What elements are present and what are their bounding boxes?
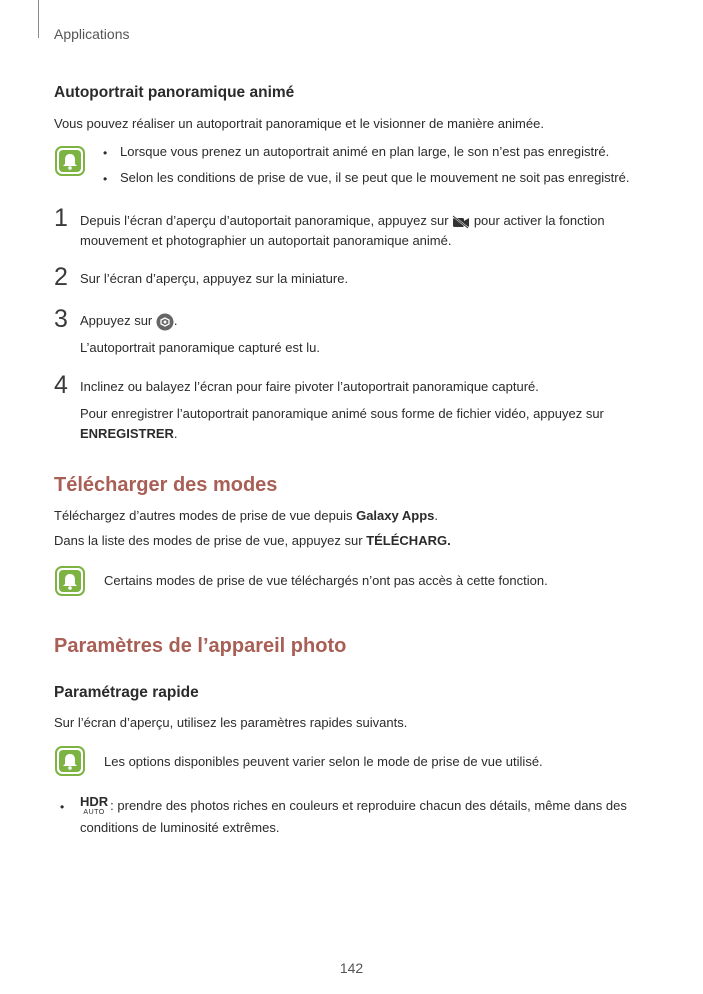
- note-item: Selon les conditions de prise de vue, il se peut que le mouvement ne soit pas enregistré.: [120, 170, 630, 185]
- section-title-parametres: Paramètres de l’appareil photo: [54, 635, 347, 657]
- header-rule: [38, 0, 39, 38]
- paragraph-part: .: [434, 508, 438, 523]
- hdr-icon-top: HDR: [80, 794, 109, 810]
- hdr-item: [80, 796, 627, 817]
- step-text: Sur l’écran d’aperçu, appuyez sur la miniature.: [80, 271, 349, 286]
- step-text-part: pour activer la fonction: [473, 213, 605, 228]
- paragraph: Sur l’écran d’aperçu, utilisez les paramètres rapides suivants.: [54, 715, 408, 730]
- section-title-telecharger: Télécharger des modes: [54, 474, 278, 496]
- step-number: 3: [54, 305, 68, 333]
- step-number: 1: [54, 204, 68, 232]
- bold-term: ENREGISTRER: [80, 426, 174, 441]
- step-text-part: Appuyez sur: [80, 313, 153, 328]
- step-text: Inclinez ou balayez l’écran pour faire pivoter l’autoportrait panoramique capturé.: [80, 379, 539, 394]
- step-text: [80, 424, 178, 444]
- page-number: 142: [339, 960, 364, 976]
- paragraph-part: Dans la liste des modes de prise de vue, appuyez sur: [54, 533, 363, 548]
- play-360-icon: [156, 313, 174, 331]
- bullet-icon: •: [103, 172, 108, 186]
- bold-term: TÉLÉCHARG.: [366, 533, 451, 548]
- section-intro: Vous pouvez réaliser un autoportrait panoramique et le visionner de manière animée.: [54, 116, 544, 131]
- hdr-text-continued: conditions de luminosité extrêmes.: [80, 820, 280, 835]
- paragraph: [54, 531, 451, 551]
- header-title: Applications: [54, 26, 130, 42]
- note-text: Certains modes de prise de vue téléchargés n’ont pas accès à cette fonction.: [104, 573, 548, 588]
- step-text: Pour enregistrer l’autoportrait panoramique animé sous forme de fichier vidéo, appuyez sur: [80, 406, 604, 421]
- paragraph: [54, 506, 438, 526]
- note-bell-icon: [55, 146, 85, 176]
- note-bell-icon: [55, 746, 85, 776]
- hdr-icon-bottom: AUTO: [83, 809, 105, 817]
- step-text-part: .: [173, 426, 178, 441]
- motion-off-icon: [452, 215, 470, 229]
- bold-term: Galaxy Apps: [356, 508, 435, 523]
- note-item: Lorsque vous prenez un autoportrait animé en plan large, le son n’est pas enregistré.: [120, 144, 610, 159]
- subsection-title: Paramétrage rapide: [54, 684, 199, 701]
- note-text: Les options disponibles peuvent varier selon le mode de prise de vue utilisé.: [104, 754, 543, 769]
- bullet-icon: •: [60, 800, 65, 814]
- step-text: mouvement et photographier un autoportait panoramique animé.: [80, 233, 452, 248]
- step-text: [80, 311, 178, 331]
- step-text-part: Depuis l’écran d’aperçu d’autoportait panoramique, appuyez sur: [80, 213, 449, 228]
- step-text-part: .: [173, 313, 178, 328]
- bullet-icon: •: [103, 146, 108, 160]
- hdr-text: : prendre des photos riches en couleurs et reproduire chacun des détails, même dans des: [110, 798, 627, 813]
- note-bell-icon: [55, 566, 85, 596]
- paragraph-part: Téléchargez d’autres modes de prise de vue depuis: [54, 508, 353, 523]
- step-number: 4: [54, 371, 68, 399]
- hdr-auto-icon: [80, 796, 108, 817]
- step-number: 2: [54, 263, 68, 291]
- step-text: [80, 211, 605, 231]
- step-text: L’autoportrait panoramique capturé est lu.: [80, 340, 320, 355]
- section-title-autoportrait: Autoportrait panoramique animé: [54, 84, 295, 101]
